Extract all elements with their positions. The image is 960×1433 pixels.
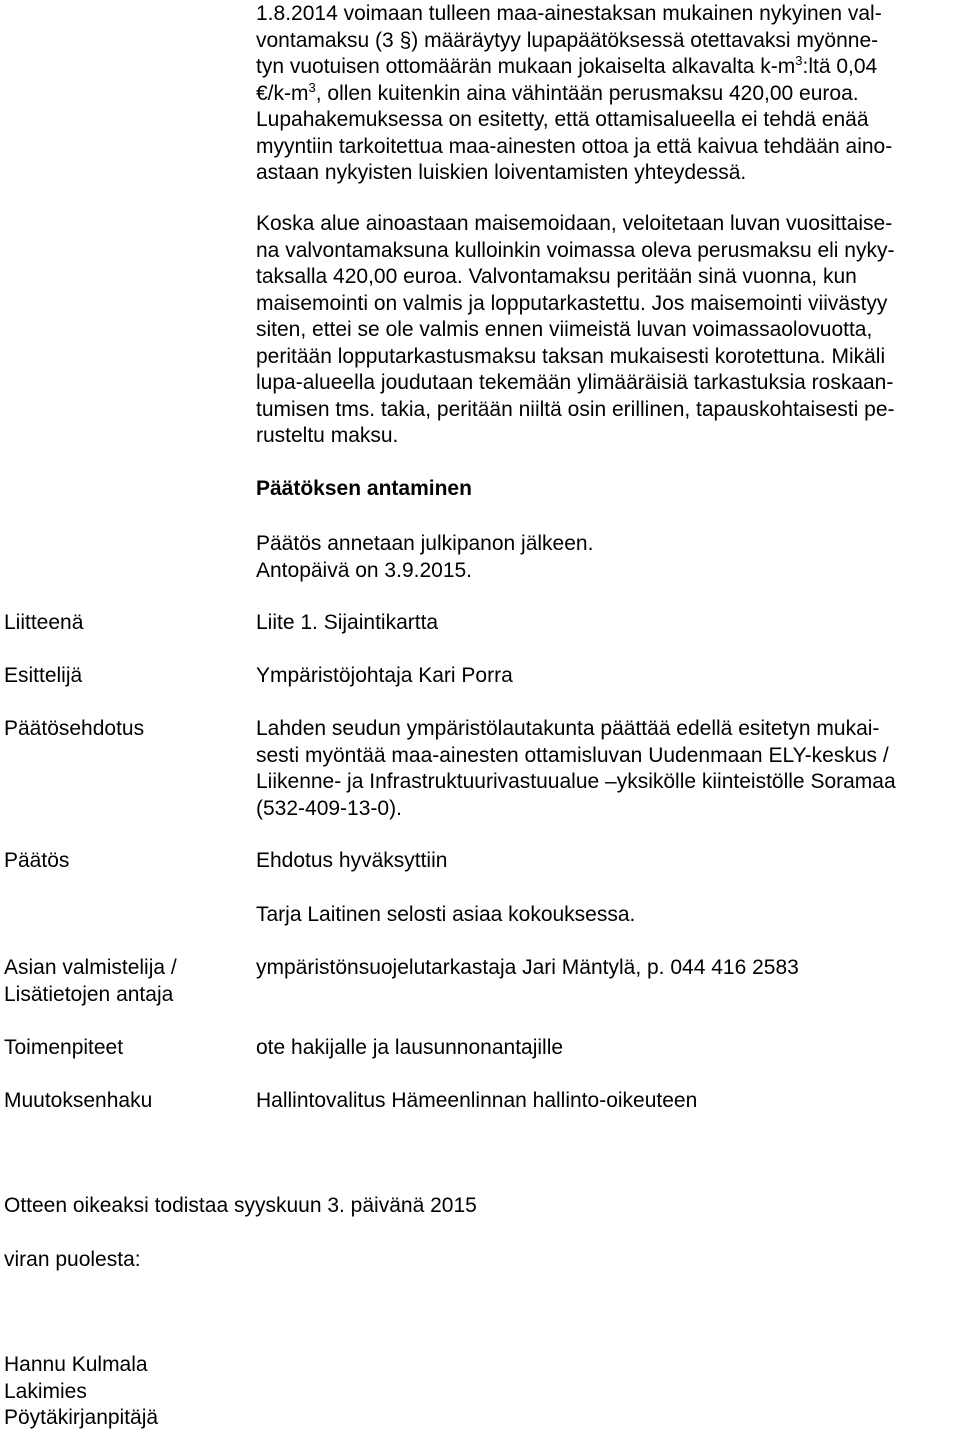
text-line: myyntiin tarkoitettua maa-ainesten ottoa ja että kaivua tehdään aino- [256,134,893,158]
signature-block [4,1352,158,1432]
text-line: sesti myöntää maa-ainesten ottamisluvan Uudenmaan ELY-keskus / [256,743,889,767]
text-line: tyn vuotuisen ottomäärän mukaan jokaiselta alkavalta $k-m^3:ltä$ 0,04 [256,53,878,78]
decision-given-block [256,531,956,584]
text-line: lupa-alueella joudutaan tekemään ylimääräisiä tarkastuksia roskaan- [256,371,894,394]
text-line: vontamaksu (3 §) määräytyy lupapäätöksessä otettavaksi myönne- [256,28,879,52]
value-appeal: Hallintovalitus Hämeenlinnan hallinto-oikeuteen [256,1089,698,1112]
paragraph-supervision-fee [256,211,956,450]
text-line: maisemointi on valmis ja lopputarkastettu. Jos maisemointi viivästyy [256,291,888,315]
label-attachment: Liitteenä [4,611,84,634]
text-line: taksalla 420,00 euroa. Valvontamaksu peritään sinä vuonna, kun [256,265,857,288]
decision-note: Tarja Laitinen selosti asiaa kokouksessa. [256,903,636,926]
text-line: $€/k-m^3$, ollen kuitenkin aina vähintään perusmaksu 420,00 euroa. [256,79,859,105]
signer-role: Pöytäkirjanpitäjä [4,1406,159,1429]
text-line: na valvontamaksuna kulloinkin voimassa oleva perusmaksu eli nyky- [256,238,895,262]
label-actions: Toimenpiteet [4,1036,124,1059]
signer-name: Hannu Kulmala [4,1353,148,1376]
value-actions: ote hakijalle ja lausunnonantajille [256,1036,564,1059]
text-line: peritään lopputarkastusmaksu taksan mukaisesti korotettuna. Mikäli [256,344,886,368]
value-proposal [256,716,956,822]
text-line: (532-409-13-0). [256,796,402,820]
label-appeal: Muutoksenhaku [4,1089,153,1112]
text-line: Lahden seudun ympäristölautakunta päättää edellä esitetyn mukai- [256,717,880,740]
signer-title: Lakimies [4,1379,87,1403]
text-line: siten, ettei se ole valmis ennen viimeistä luvan voimassaolovuotta, [256,318,873,341]
text-line: astaan nykyisten luiskien loiventamisten yhteydessä. [256,161,747,184]
label-proposal: Päätösehdotus [4,717,145,740]
text-line: 1.8.2014 voimaan tulleen maa-ainestaksan mukainen nykyinen val- [256,2,882,25]
certification-line: Otteen oikeaksi todistaa syyskuun 3. päivänä 2015 [4,1194,477,1217]
text-line: Liikenne- ja Infrastruktuurivastuualue –yksikölle kiinteistölle Soramaa [256,770,896,793]
label-preparer: Asian valmistelija / Lisätietojen antaja [4,956,177,1006]
text-line: Lupahakemuksessa on esitetty, että ottamisalueella ei tehdä enää [256,108,869,131]
section-heading: Päätöksen antaminen [256,477,472,500]
label-decision: Päätös [4,849,70,872]
paragraph-fee-basis [256,1,956,187]
text-line: rusteltu maksu. [256,424,399,447]
text-line: Koska alue ainoastaan maisemoidaan, veloitetaan luvan vuosittaise- [256,212,893,235]
text-line: Antopäivä on 3.9.2015. [256,558,473,582]
ex-officio-line: viran puolesta: [4,1248,141,1271]
value-preparer: ympäristönsuojelutarkastaja Jari Mäntylä, p. 044 416 2583 [256,956,799,979]
text-line: tumisen tms. takia, peritään niiltä osin erillinen, tapauskohtaisesti pe- [256,397,895,421]
value-attachment: Liite 1. Sijaintikartta [256,611,439,634]
value-decision: Ehdotus hyväksyttiin [256,849,448,872]
value-presenter: Ympäristöjohtaja Kari Porra [256,664,513,687]
label-presenter: Esittelijä [4,664,83,687]
text-line: Päätös annetaan julkipanon jälkeen. [256,532,594,555]
